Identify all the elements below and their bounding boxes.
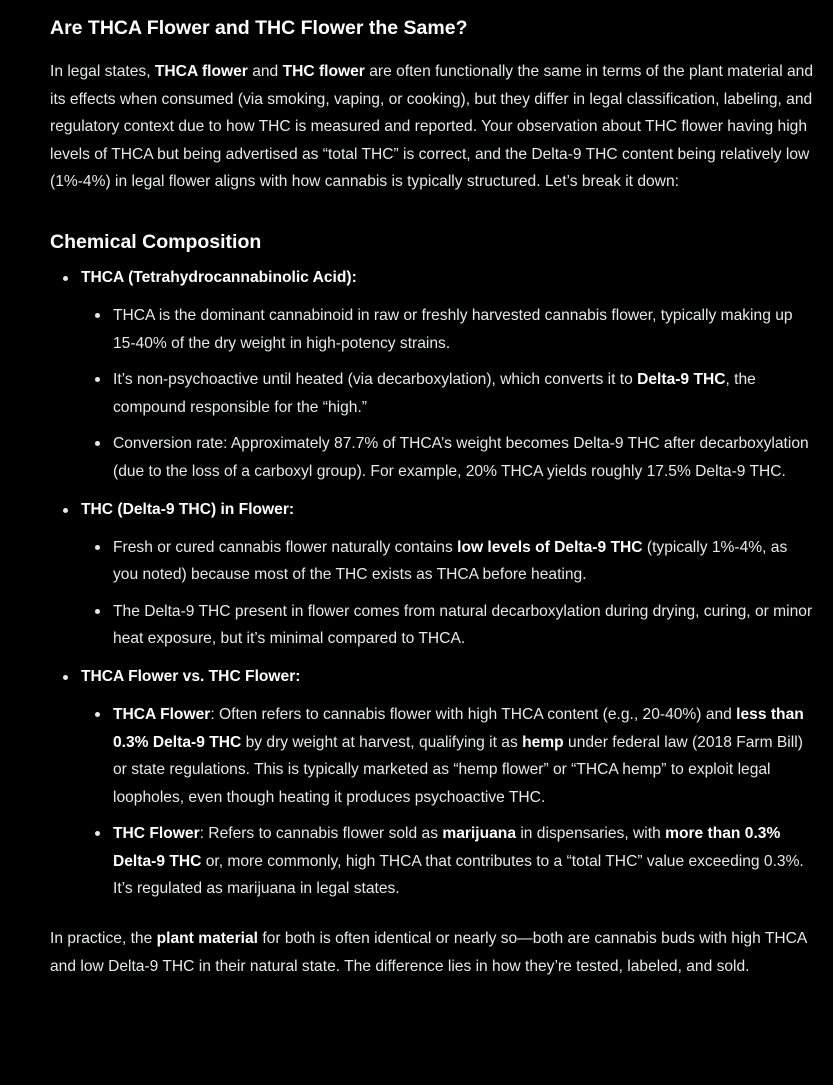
bullet-dot [95,712,100,717]
bold-text: marijuana [442,825,516,843]
composition-list [50,266,813,903]
bold-text: THC Flower [113,825,200,843]
list-item-heading: THC (Delta-9 THC) in Flower: [81,500,295,518]
bullet-dot [63,276,68,281]
bullet-dot [95,609,100,614]
text-span: and [247,63,283,80]
section-heading: Chemical Composition [50,230,262,253]
sub-list [81,534,813,653]
bullet-dot [63,508,68,513]
bullet-dot [63,675,68,680]
text-span: In legal states, [50,63,155,80]
bold-text: Delta-9 THC [637,371,726,389]
sub-list-item [81,366,813,421]
list-item-thc [50,498,813,653]
intro-paragraph [50,58,813,196]
text-span: are often functionally the same in terms of the plant material and its effects when consumed (via smoking, vaping, or cooking), but they differ in legal classification, labeling, and regulatory context due to how THC is measured and reported. Your observation about THC flower having high levels of THCA but being advertised as “total THC” is correct, and the Delta-9 THC content being relatively low (1%-4%) in legal flower aligns with how cannabis is typically structured. Let’s break it down: [50,63,814,191]
text-span: : Refers to cannabis flower sold as [199,825,443,843]
text-span: , the compound responsible for the “high.” [113,371,756,416]
sub-list-item [81,534,813,589]
list-item-versus [50,665,813,903]
bold-thca-flower: THCA flower [154,63,248,80]
list-item-heading: THCA Flower vs. THC Flower: [81,667,301,685]
bold-text: more than 0.3% Delta-9 THC [113,825,781,870]
bold-text: hemp [522,733,564,751]
text-span: The Delta-9 THC present in flower comes from natural decarboxylation during drying, curing, or minor heat exposure, but it’s minimal compared to THCA. [113,602,813,648]
bullet-dot [95,545,100,550]
sub-list-item [81,430,813,485]
text-span: In practice, the [50,930,157,948]
closing-paragraph [50,925,813,980]
sub-list [81,302,813,486]
list-item-heading: THCA (Tetrahydrocannabinolic Acid): [81,268,357,286]
text-span: THCA is the dominant cannabinoid in raw or freshly harvested cannabis flower, typically making up 15-40% of the dry weight in high-potency strains. [113,306,793,352]
bold-thc-flower: THC flower [282,63,365,80]
bullet-dot [95,831,100,836]
bullet-dot [95,441,100,446]
text-span: or, more commonly, high THCA that contributes to a “total THC” value exceeding 0.3%. It’s regulated as marijuana in legal states. [113,852,804,898]
sub-list [81,701,813,903]
bold-text: THCA Flower [113,705,211,723]
bold-text: plant material [156,930,259,948]
text-span: under federal law (2018 Farm Bill) or state regulations. This is typically marketed as “hemp flower” or “THCA hemp” to exploit legal loopholes, even though heating it produces psychoactive THC. [113,733,803,806]
text-span: by dry weight at harvest, qualifying it as [241,733,523,751]
text-span: (typically 1%-4%, as you noted) because most of the THC exists as THCA before heating. [113,538,788,584]
text-span: : Often refers to cannabis flower with high THCA content (e.g., 20-40%) and [210,705,737,723]
text-span: It’s non-psychoactive until heated (via decarboxylation), which converts it to [113,371,638,389]
sub-list-item [81,598,813,653]
bullet-dot [95,377,100,382]
text-span: Fresh or cured cannabis flower naturally contains [113,538,458,556]
text-span: for both is often identical or nearly so—both are cannabis buds with high THCA and low Delta-9 THC in their natural state. The difference lies in how they’re tested, labeled, and sold. [50,930,807,975]
sub-list-item [81,701,813,811]
text-span: in dispensaries, with [516,825,666,843]
bold-text: less than 0.3% Delta-9 THC [113,705,804,751]
page-title: Are THCA Flower and THC Flower the Same? [50,17,468,39]
sub-list-item [81,820,813,903]
bullet-dot [95,313,100,318]
sub-list-item [81,302,813,357]
text-span: Conversion rate: Approximately 87.7% of THCA’s weight becomes Delta-9 THC after decarboxylation (due to the loss of a carboxyl group). For example, 20% THCA yields roughly 17.5% Delta-9 THC. [113,435,809,480]
list-item-thca [50,266,813,486]
bold-text: low levels of Delta-9 THC [457,538,643,556]
